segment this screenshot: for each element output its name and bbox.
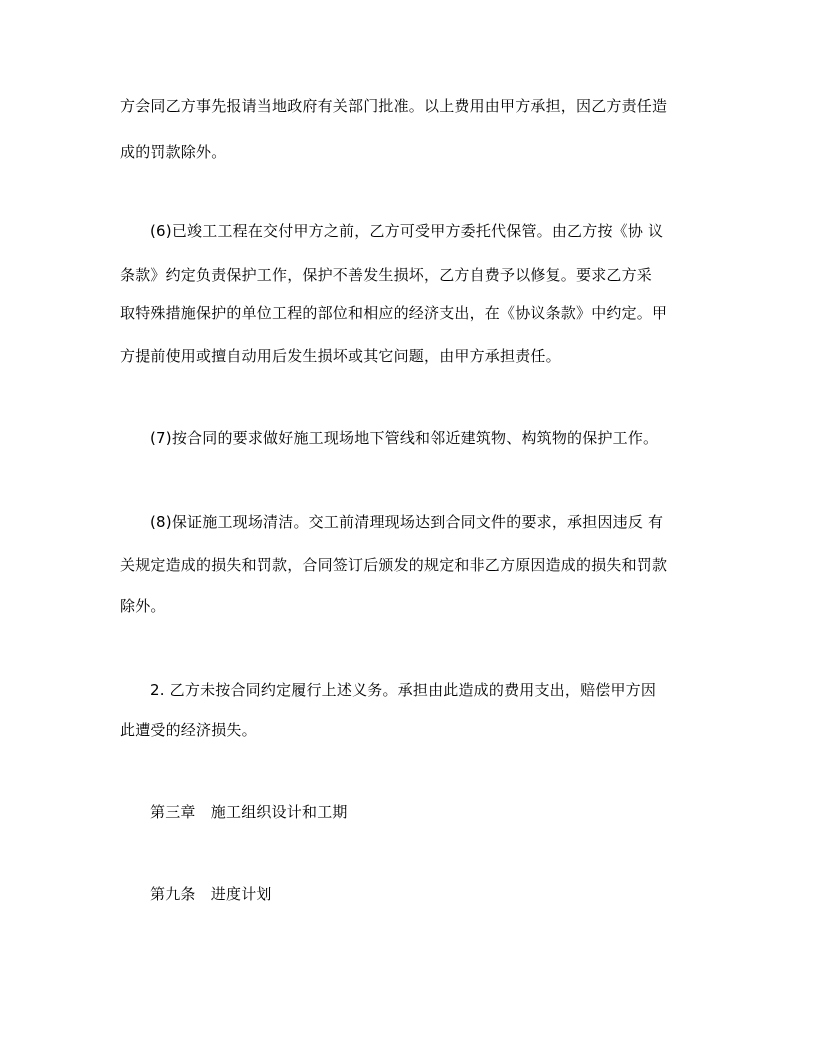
paragraph-line: 关规定造成的损失和罚款，合同签订后颁发的规定和非乙方原因造成的损失和罚款	[120, 556, 668, 574]
paragraph-line: 成的罚款除外。	[120, 143, 227, 161]
paragraph-line: 2. 乙方未按合同约定履行上述义务。承担由此造成的费用支出，赔偿甲方因	[150, 681, 657, 699]
paragraph-line: 方会同乙方事先报请当地政府有关部门批准。以上费用由甲方承担，因乙方责任造	[120, 97, 668, 115]
paragraph-line: (7)按合同的要求做好施工现场地下管线和邻近建筑物、构筑物的保护工作。	[150, 429, 659, 447]
article-heading: 第九条 进度计划	[150, 885, 272, 903]
paragraph-line: 条款》约定负责保护工作，保护不善发生损坏，乙方自费予以修复。要求乙方采	[120, 266, 653, 284]
paragraph-line: 除外。	[120, 597, 166, 615]
paragraph-line: 此遭受的经济损失。	[120, 721, 257, 739]
paragraph-line: (6)已竣工工程在交付甲方之前，乙方可受甲方委托代保管。由乙方按《协 议	[150, 222, 664, 240]
paragraph-line: 取特殊措施保护的单位工程的部位和相应的经济支出，在《协议条款》中约定。甲	[120, 304, 668, 322]
chapter-heading: 第三章 施工组织设计和工期	[150, 803, 348, 821]
paragraph-line: 方提前使用或擅自动用后发生损坏或其它问题，由甲方承担责任。	[120, 347, 561, 365]
paragraph-line: (8)保证施工现场清洁。交工前清理现场达到合同文件的要求，承担因违反 有	[150, 513, 664, 531]
